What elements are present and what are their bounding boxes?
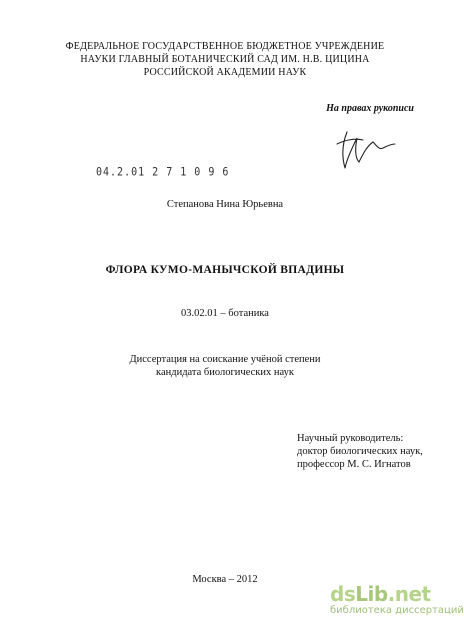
institution-line-2: НАУКИ ГЛАВНЫЙ БОТАНИЧЕСКИЙ САД ИМ. Н.В. ЦИЦИНА [80,54,370,65]
library-stamp-number: 04.2.01 2 7 1 0 9 6 [96,166,230,179]
advisor-line-2: доктор биологических наук, [297,446,423,457]
dissertation-title: ФЛОРА КУМО-МАНЫЧСКОЙ ВПАДИНЫ [105,264,345,276]
scientific-advisor [297,432,423,471]
advisor-line-3: профессор М. С. Игнатов [297,459,411,470]
author-name: Степанова Нина Юрьевна [166,199,284,210]
degree-line-2: кандидата биологических наук [156,367,294,378]
watermark-subtitle: библиотека диссертаций [330,605,464,616]
logo-ds: ds [330,582,356,606]
dslib-watermark [330,582,464,617]
degree-statement [0,353,450,379]
logo-lib: Lib [355,582,388,606]
handwritten-signature [333,128,403,174]
advisor-line-1: Научный руководитель: [297,433,404,444]
institution-line-3: РОССИЙСКОЙ АКАДЕМИИ НАУК [143,67,307,78]
degree-line-1: Диссертация на соискание учёной степени [129,354,321,365]
institution-line-1: ФЕДЕРАЛЬНОЕ ГОСУДАРСТВЕННОЕ БЮДЖЕТНОЕ УЧРЕЖДЕНИЕ [65,41,385,52]
dslib-logo [330,583,434,605]
specialty-code: 03.02.01 – ботаника [181,308,269,319]
manuscript-rights-note: На правах рукописи [326,103,414,114]
institution-header [0,40,450,79]
logo-net: .net [387,582,431,606]
city-year: Москва – 2012 [192,574,258,585]
